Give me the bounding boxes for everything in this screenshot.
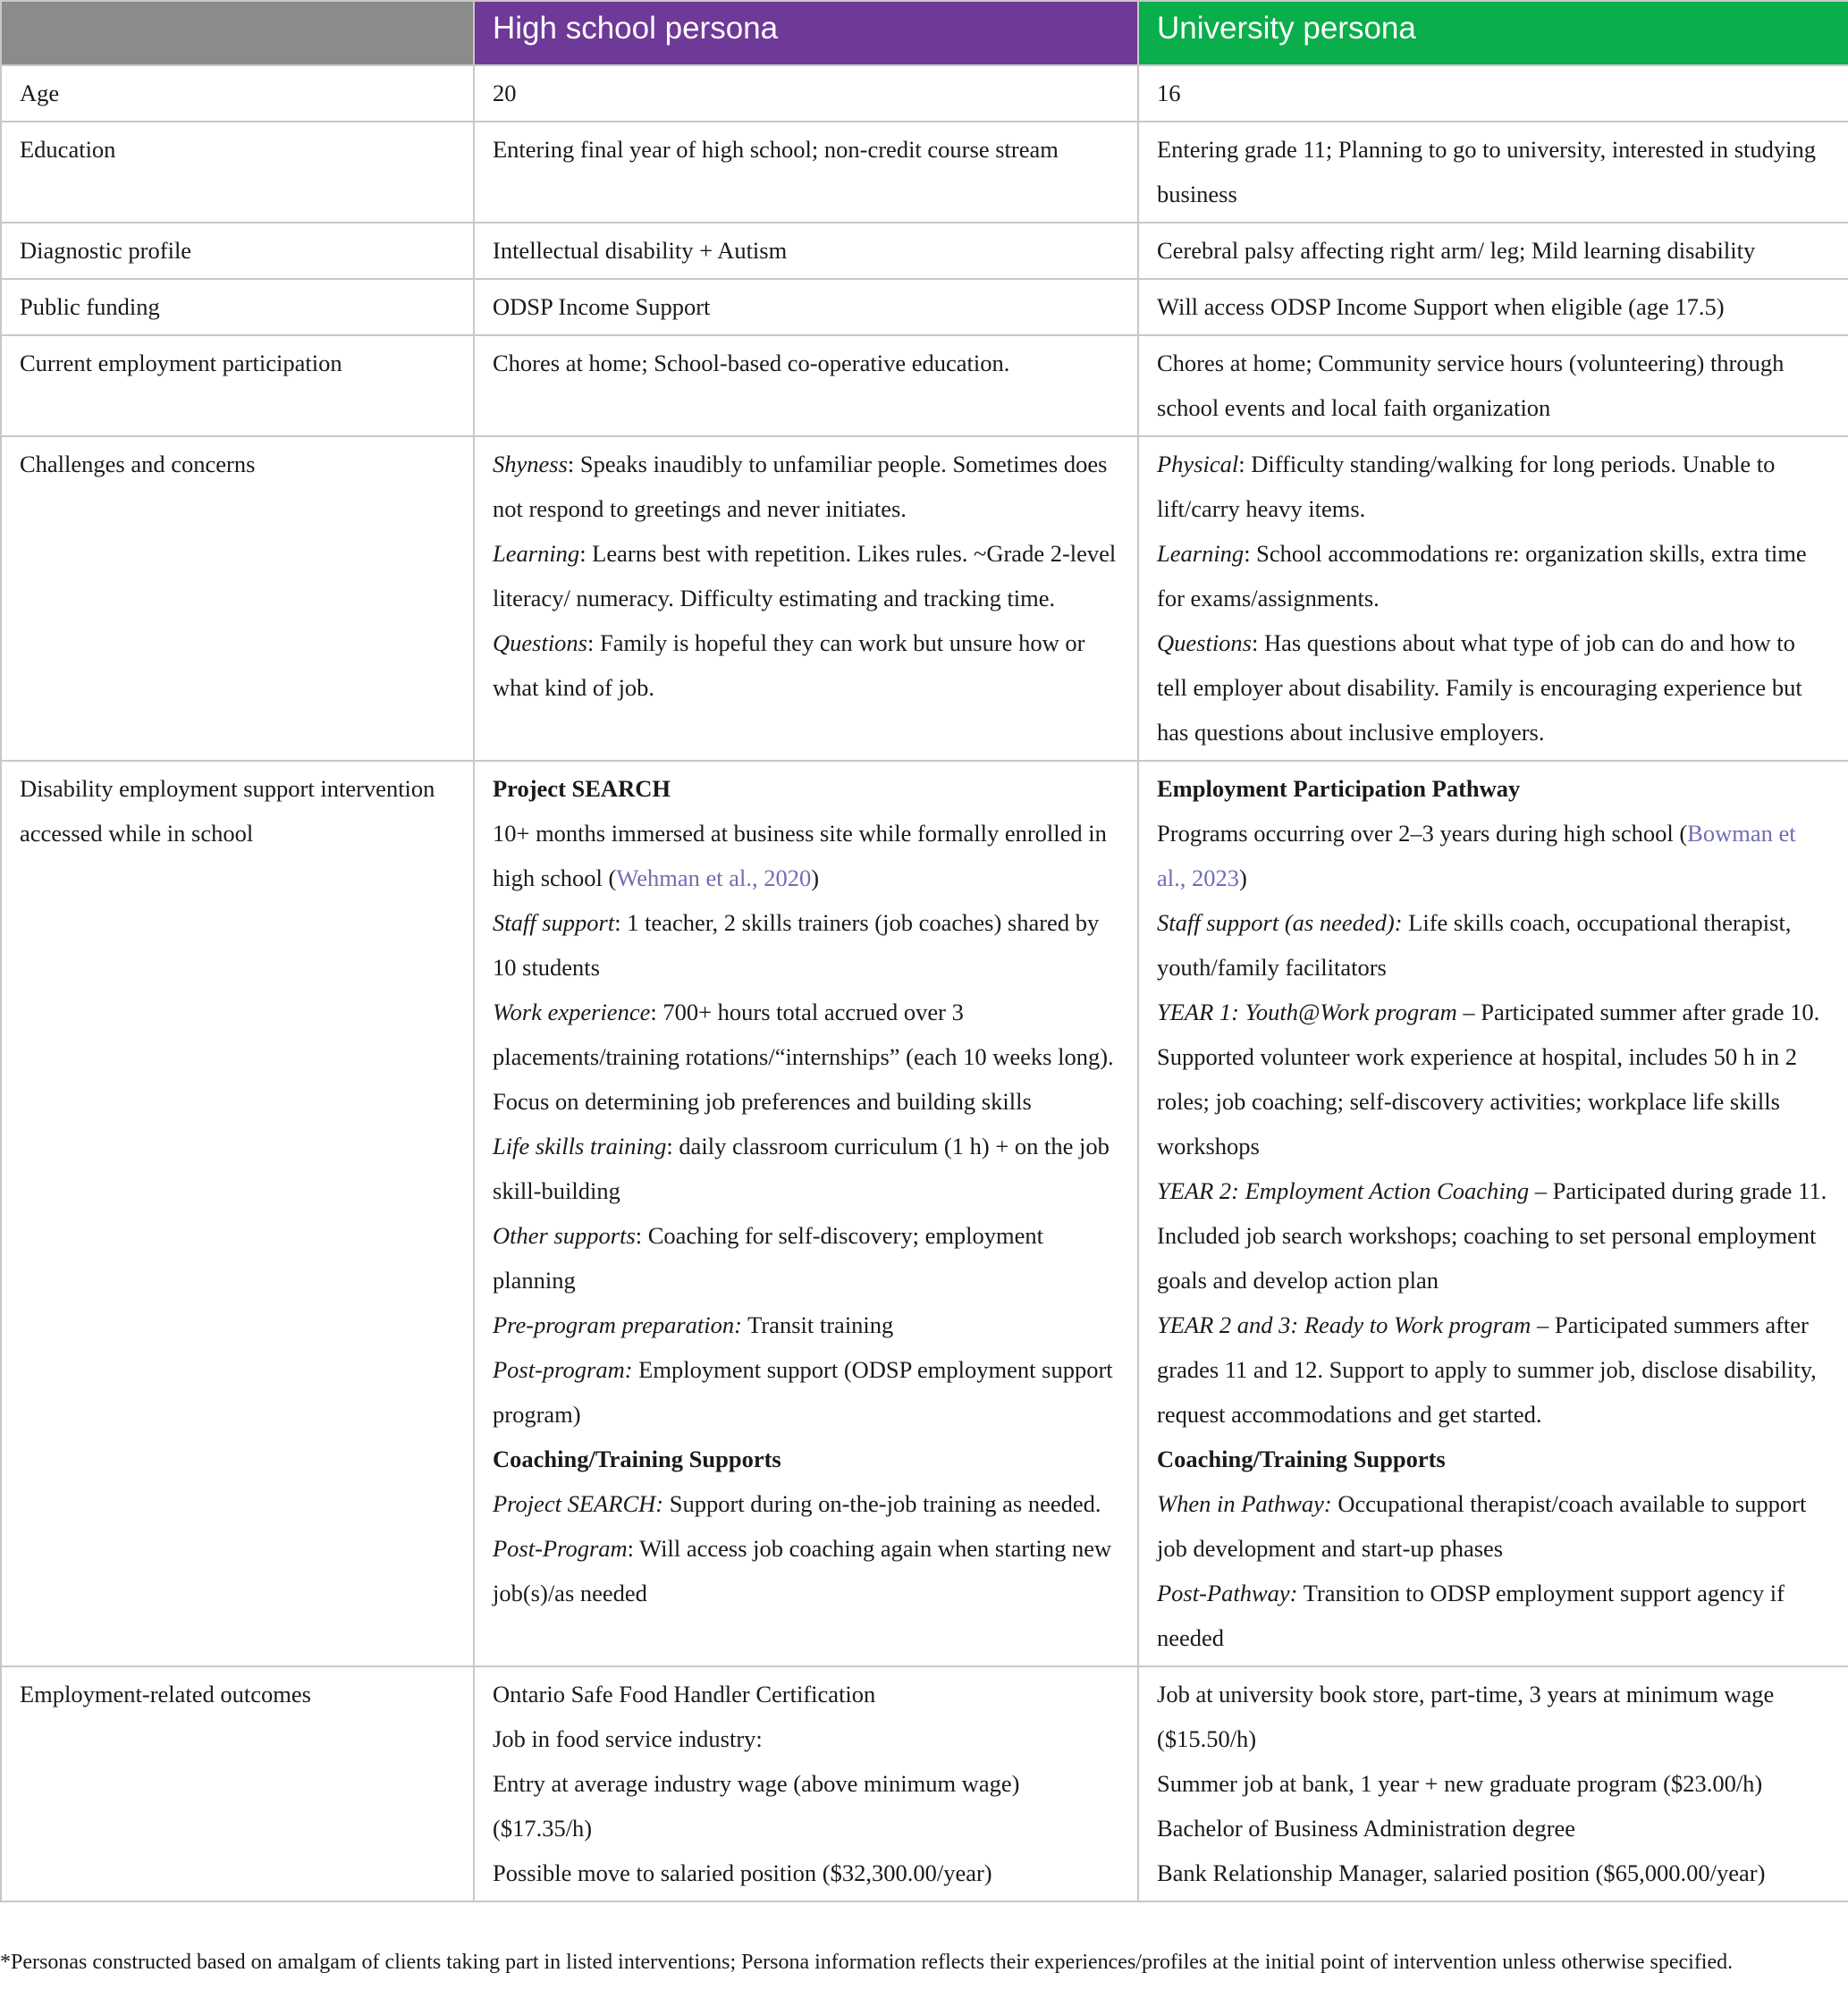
table-row	[1, 223, 1848, 279]
table-body	[1, 65, 1848, 1901]
section-heading: Employment Participation Pathway	[1157, 775, 1521, 802]
table-row	[1, 1666, 1848, 1901]
cell-line	[1157, 1761, 1830, 1806]
table-row	[1, 122, 1848, 223]
item-text: Support during on-the-job training as needed.	[663, 1490, 1101, 1517]
cell-line	[493, 1851, 1119, 1895]
cell-line	[1157, 1168, 1830, 1303]
item-label: Other supports	[493, 1222, 636, 1249]
high-school-cell	[474, 122, 1138, 223]
item-text: Intellectual disability + Autism	[493, 237, 788, 264]
cell-line	[1157, 900, 1830, 990]
item-text: Bank Relationship Manager, salaried position ($65,000.00/year)	[1157, 1859, 1766, 1886]
item-text: Occupational therapist/coach available to support job development and start-up phases	[1157, 1490, 1807, 1562]
item-label: YEAR 2 and 3: Ready to Work program	[1157, 1311, 1532, 1338]
cell-line	[493, 1437, 1119, 1481]
item-label: Pre-program preparation:	[493, 1311, 742, 1338]
high-school-cell	[474, 223, 1138, 279]
item-text: Job at university book store, part-time, 3 years at minimum wage ($15.50/h)	[1157, 1681, 1775, 1752]
cell-line	[1157, 1303, 1830, 1437]
item-text: Summer job at bank, 1 year + new graduate program ($23.00/h)	[1157, 1770, 1763, 1797]
item-text: : daily classroom curriculum (1 h) + on the job skill-building	[493, 1133, 1110, 1204]
item-text: Cerebral palsy affecting right arm/ leg; Mild learning disability	[1157, 237, 1756, 264]
high-school-cell	[474, 279, 1138, 335]
section-heading: Project SEARCH	[493, 775, 671, 802]
university-cell	[1138, 122, 1848, 223]
table-row	[1, 65, 1848, 122]
item-label: Questions	[1157, 629, 1252, 656]
cell-line	[1157, 620, 1830, 755]
row-label-cell: Employment-related outcomes	[1, 1666, 474, 1901]
item-text: Entry at average industry wage (above minimum wage) ($17.35/h)	[493, 1770, 1020, 1842]
university-cell	[1138, 335, 1848, 436]
cell-line	[493, 1303, 1119, 1347]
university-cell	[1138, 761, 1848, 1666]
item-text: Chores at home; School-based co-operative education.	[493, 350, 1010, 376]
item-label: When in Pathway:	[1157, 1490, 1332, 1517]
table-row	[1, 436, 1848, 761]
cell-line	[1157, 811, 1830, 900]
item-text: 16	[1157, 80, 1181, 106]
cell-line	[493, 620, 1119, 710]
university-cell	[1138, 223, 1848, 279]
cell-line	[493, 1761, 1119, 1851]
row-label-cell: Public funding	[1, 279, 474, 335]
item-text: : School accommodations re: organization skills, extra time for exams/assignments.	[1157, 540, 1807, 611]
row-label-cell: Education	[1, 122, 474, 223]
cell-line	[493, 900, 1119, 990]
cell-line	[493, 127, 1119, 172]
header-blank-cell	[1, 1, 474, 65]
item-text: ODSP Income Support	[493, 293, 711, 320]
item-text: : Coaching for self-discovery; employment planning	[493, 1222, 1044, 1294]
row-label-cell: Age	[1, 65, 474, 122]
item-text-after: )	[811, 864, 820, 891]
item-text: Employment support (ODSP employment support program)	[493, 1356, 1113, 1428]
table-row	[1, 279, 1848, 335]
high-school-cell	[474, 335, 1138, 436]
item-text: Will access ODSP Income Support when eligible (age 17.5)	[1157, 293, 1725, 320]
cell-line	[493, 1124, 1119, 1213]
item-text: : Speaks inaudibly to unfamiliar people. Sometimes does not respond to greetings and never initiates.	[493, 451, 1108, 522]
item-text: – Participated summer after grade 10. Supported volunteer work experience at hospital, includes 50 h in 2 roles; job coaching; self-discovery activities; workplace life skills workshops	[1157, 999, 1820, 1159]
item-text: Life skills coach, occupational therapist, youth/family facilitators	[1157, 909, 1792, 981]
cell-line	[493, 1672, 1119, 1716]
high-school-cell	[474, 436, 1138, 761]
item-label: Physical	[1157, 451, 1239, 477]
table-row	[1, 761, 1848, 1666]
item-text: Entering grade 11; Planning to go to university, interested in studying business	[1157, 136, 1816, 207]
cell-line	[493, 531, 1119, 620]
cell-line	[493, 1481, 1119, 1526]
cell-line	[493, 1716, 1119, 1761]
item-text: Transit training	[741, 1311, 894, 1338]
high-school-cell	[474, 761, 1138, 1666]
item-text: 20	[493, 80, 517, 106]
item-text: 10+ months immersed at business site while formally enrolled in high school (	[493, 820, 1107, 891]
cell-line	[1157, 990, 1830, 1168]
item-text: Possible move to salaried position ($32,300.00/year)	[493, 1859, 992, 1886]
item-text: Ontario Safe Food Handler Certification	[493, 1681, 876, 1707]
header-university-persona: University persona	[1138, 1, 1848, 65]
cell-line	[1157, 1571, 1830, 1660]
item-text: : Will access job coaching again when starting new job(s)/as needed	[493, 1535, 1112, 1606]
cell-line	[1157, 71, 1830, 115]
cell-line	[1157, 228, 1830, 273]
item-label: Project SEARCH:	[493, 1490, 664, 1517]
cell-line	[1157, 442, 1830, 531]
cell-line	[493, 1526, 1119, 1615]
cell-line	[493, 71, 1119, 115]
item-label: YEAR 1: Youth@Work program	[1157, 999, 1457, 1025]
citation-link[interactable]: Bowman et al., 2023	[1157, 820, 1796, 891]
item-label: Shyness	[493, 451, 568, 477]
item-text: Job in food service industry:	[493, 1725, 763, 1752]
cell-line	[1157, 1437, 1830, 1481]
university-cell	[1138, 279, 1848, 335]
item-text: Entering final year of high school; non-credit course stream	[493, 136, 1059, 163]
item-text: : 700+ hours total accrued over 3 placements/training rotations/“internships” (each 10 weeks long). Focus on determining job preferences and building skills	[493, 999, 1114, 1115]
item-text: : Learns best with repetition. Likes rules. ~Grade 2-level literacy/ numeracy. Difficulty estimating and tracking time.	[493, 540, 1117, 611]
item-text: Chores at home; Community service hours (volunteering) through school events and local faith organization	[1157, 350, 1785, 421]
cell-line	[1157, 1672, 1830, 1761]
cell-line	[1157, 1851, 1830, 1895]
section-heading: Coaching/Training Supports	[1157, 1446, 1446, 1472]
item-text: – Participated summers after grades 11 and 12. Support to apply to summer job, disclose disability, request accommodations and get started.	[1157, 1311, 1817, 1428]
item-label: Staff support (as needed):	[1157, 909, 1403, 936]
item-label: Post-Program	[493, 1535, 628, 1562]
item-label: Staff support	[493, 909, 615, 936]
citation-link[interactable]: Wehman et al., 2020	[616, 864, 812, 891]
header-high-school-persona: High school persona	[474, 1, 1138, 65]
cell-line	[1157, 1806, 1830, 1851]
cell-line	[1157, 284, 1830, 329]
high-school-cell	[474, 65, 1138, 122]
table-footnote: *Personas constructed based on amalgam of clients taking part in listed interventions; Persona information reflects their experiences/profiles at the initial point of intervention unless otherwise specified.	[0, 1951, 1734, 1974]
table-row	[1, 335, 1848, 436]
item-label: Learning	[1157, 540, 1245, 567]
cell-line	[1157, 766, 1830, 811]
item-label: Post-Pathway:	[1157, 1580, 1298, 1606]
university-cell	[1138, 436, 1848, 761]
item-text: : 1 teacher, 2 skills trainers (job coaches) shared by 10 students	[493, 909, 1100, 981]
cell-line	[1157, 341, 1830, 430]
cell-line	[1157, 127, 1830, 216]
cell-line	[1157, 531, 1830, 620]
cell-line	[493, 990, 1119, 1124]
item-text: Transition to ODSP employment support agency if needed	[1157, 1580, 1785, 1651]
item-label: YEAR 2: Employment Action Coaching	[1157, 1177, 1530, 1204]
cell-line	[493, 1347, 1119, 1437]
cell-line	[493, 1213, 1119, 1303]
row-label-cell: Current employment participation	[1, 335, 474, 436]
item-label: Learning	[493, 540, 580, 567]
item-text-after: )	[1239, 864, 1247, 891]
item-text: : Family is hopeful they can work but unsure how or what kind of job.	[493, 629, 1085, 701]
cell-line	[493, 284, 1119, 329]
section-heading: Coaching/Training Supports	[493, 1446, 781, 1472]
item-text: Programs occurring over 2–3 years during high school (	[1157, 820, 1688, 847]
table-header-row	[1, 1, 1848, 65]
item-text: : Has questions about what type of job can do and how to tell employer about disability. Family is encouraging experience but has questions about inclusive employers.	[1157, 629, 1802, 746]
cell-line	[493, 811, 1119, 900]
row-label-cell: Challenges and concerns	[1, 436, 474, 761]
high-school-cell	[474, 1666, 1138, 1901]
item-label: Work experience	[493, 999, 651, 1025]
row-label-cell: Diagnostic profile	[1, 223, 474, 279]
item-text: Bachelor of Business Administration degree	[1157, 1815, 1576, 1842]
row-label-cell: Disability employment support intervention accessed while in school	[1, 761, 474, 1666]
item-text: : Difficulty standing/walking for long periods. Unable to lift/carry heavy items.	[1157, 451, 1776, 522]
cell-line	[493, 341, 1119, 385]
item-text: – Participated during grade 11. Included job search workshops; coaching to set personal employment goals and develop action plan	[1157, 1177, 1827, 1294]
cell-line	[1157, 1481, 1830, 1571]
item-label: Life skills training	[493, 1133, 667, 1159]
item-label: Post-program:	[493, 1356, 633, 1383]
cell-line	[493, 228, 1119, 273]
university-cell	[1138, 65, 1848, 122]
university-cell	[1138, 1666, 1848, 1901]
cell-line	[493, 442, 1119, 531]
item-label: Questions	[493, 629, 587, 656]
cell-line	[493, 766, 1119, 811]
